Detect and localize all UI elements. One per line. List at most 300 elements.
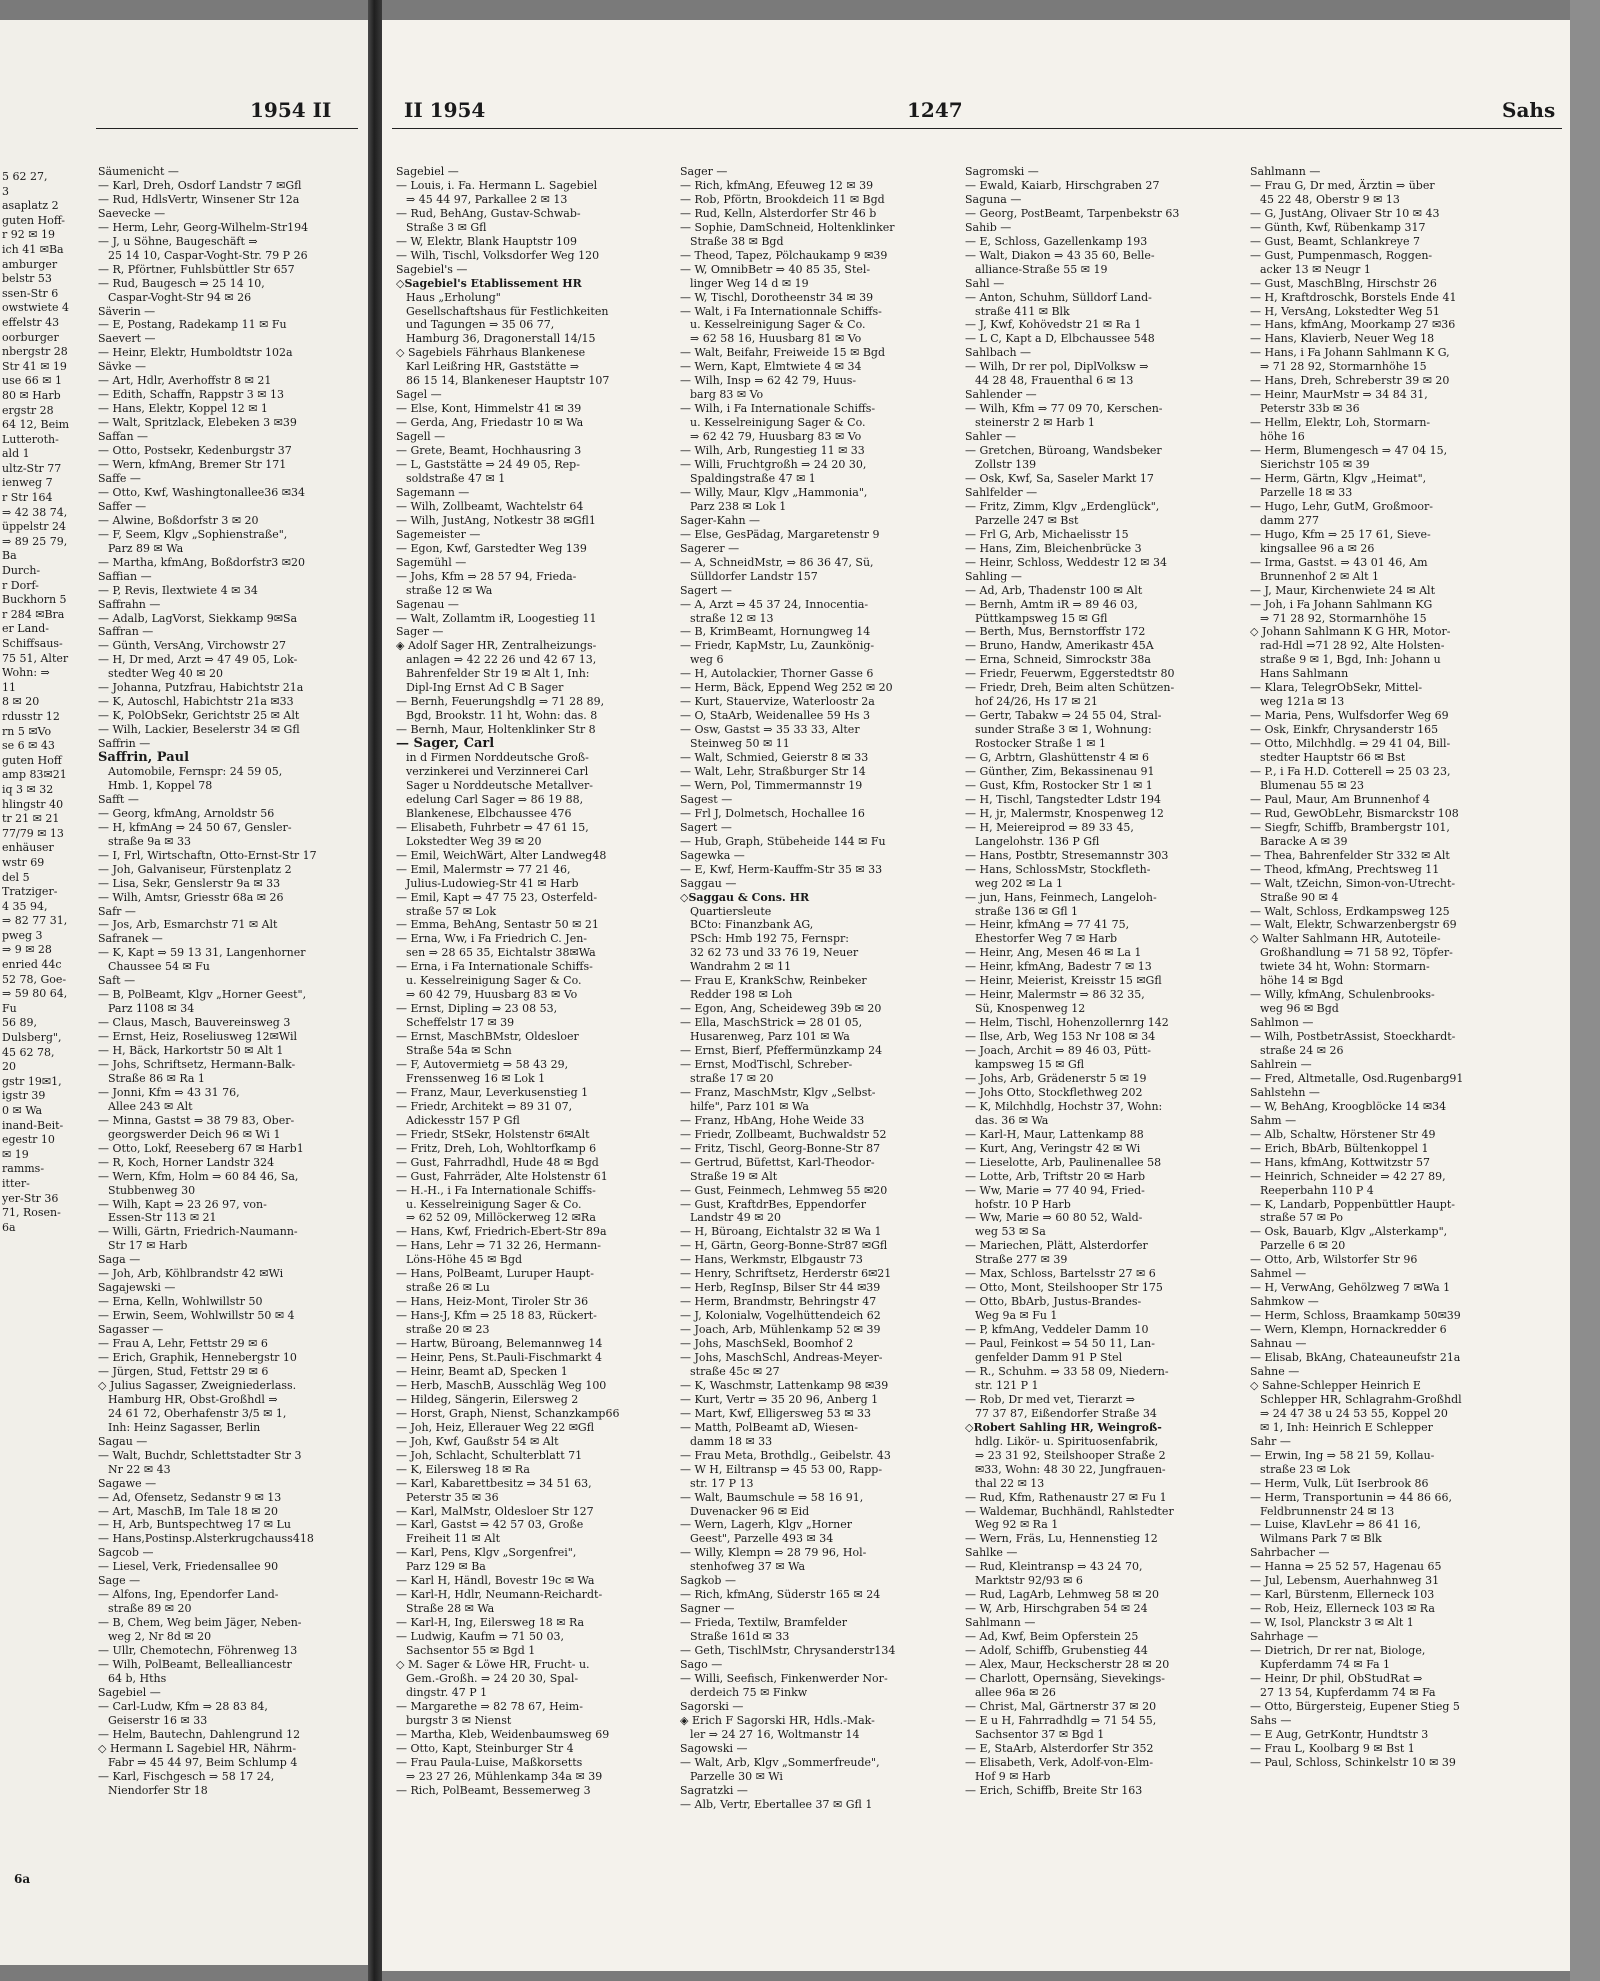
directory-line: ⇒ 71 28 92, Stormarnhöhe 15 <box>1260 360 1427 374</box>
directory-line: r Dorf- <box>2 578 39 592</box>
directory-line: — Heinr, Meierist, Kreisstr 15 ✉Gfl <box>965 974 1162 988</box>
directory-line: — Ludwig, Kaufm ⇒ 71 50 03, <box>396 1630 564 1644</box>
directory-line: — Otto, BbArb, Justus-Brandes- <box>965 1295 1142 1309</box>
directory-line: — Heinr, Malermstr ⇒ 86 32 35, <box>965 988 1145 1002</box>
directory-line: — Frau L, Koolbarg 9 ✉ Bst 1 <box>1250 1741 1415 1755</box>
directory-line: Sierichstr 105 ✉ 39 <box>1260 458 1370 472</box>
directory-line: — Hugo, Lehr, GutM, Großmoor- <box>1250 499 1433 513</box>
directory-line: — Erna, Schneid, Simrockstr 38a <box>965 653 1151 667</box>
directory-line: Str 41 ✉ 19 <box>2 359 67 373</box>
directory-line: — Walt, tZeichn, Simon-von-Utrecht- <box>1250 876 1456 890</box>
directory-line: — Ww, Marie ⇒ 77 40 94, Fried- <box>965 1183 1145 1197</box>
directory-line: Safft — <box>98 792 139 806</box>
directory-line: Sagorski — <box>680 1699 744 1713</box>
directory-line: ⇒ 60 42 79, Huusbarg 83 ✉ Vo <box>406 988 578 1002</box>
directory-line: Sahlmann — <box>965 1616 1036 1630</box>
directory-line: — Mariechen, Plätt, Alsterdorfer <box>965 1239 1148 1253</box>
directory-line: Sagel — <box>396 388 442 402</box>
directory-line: Dulsberg", <box>2 1031 62 1045</box>
directory-line: asaplatz 2 <box>2 199 59 213</box>
directory-line: Sahl — <box>965 276 1005 290</box>
directory-line: Saffrin — <box>98 737 151 751</box>
directory-line: — Walt, Diakon ⇒ 43 35 60, Belle- <box>965 248 1155 262</box>
directory-line: Sagert — <box>680 583 732 597</box>
directory-line: Langelohstr. 136 P Gfl <box>975 834 1100 848</box>
directory-line: — Karl H, Händl, Bovestr 19c ✉ Wa <box>396 1574 595 1588</box>
directory-column-3 <box>965 165 1239 1798</box>
directory-line: — Wilh, i Fa Internationale Schiffs- <box>680 402 876 416</box>
directory-line: — Elisabeth, Verk, Adolf-von-Elm- <box>965 1755 1154 1769</box>
directory-line: Sagemann — <box>396 485 470 499</box>
directory-line: ◇ Sagebiels Fährhaus Blankenese <box>396 346 586 360</box>
directory-line: 56 89, <box>2 1016 37 1030</box>
directory-line: — Gust, Fahrradhdl, Hude 48 ✉ Bgd <box>396 1155 599 1169</box>
directory-line: Safr — <box>98 904 136 918</box>
directory-line: Straße 54a ✉ Schn <box>406 1044 512 1058</box>
directory-line: — P., i Fa H.D. Cotterell ⇒ 25 03 23, <box>1250 764 1451 778</box>
directory-line: Frenssenweg 16 ✉ Lok 1 <box>406 1071 546 1085</box>
directory-line: Sahmkow — <box>1250 1295 1319 1309</box>
directory-line: — Alex, Maur, Heckscherstr 28 ✉ 20 <box>965 1657 1170 1671</box>
directory-line: — Herb, RegInsp, Bilser Str 44 ✉39 <box>680 1281 881 1295</box>
directory-line: — Alb, Vertr, Ebertallee 37 ✉ Gfl 1 <box>680 1797 873 1811</box>
directory-line: — Günther, Zim, Bekassinenau 91 <box>965 764 1155 778</box>
directory-line: — Erna, Kelln, Wohlwillstr 50 <box>98 1295 263 1309</box>
directory-line: — Henry, Schriftsetz, Herderstr 6✉21 <box>680 1267 892 1281</box>
directory-line: kingsallee 96 a ✉ 26 <box>1260 541 1375 555</box>
directory-line: Sävke — <box>98 360 146 374</box>
directory-line: Wilmans Park 7 ✉ Blk <box>1260 1532 1382 1546</box>
directory-line: use 66 ✉ 1 <box>2 374 62 388</box>
directory-line: — K, Landarb, Poppenbüttler Haupt- <box>1250 1197 1455 1211</box>
directory-line: Saggau — <box>680 876 737 890</box>
directory-line: 64 b, Hths <box>108 1671 167 1685</box>
directory-line: straße 45c ✉ 27 <box>690 1364 780 1378</box>
directory-line: — Frieda, Textilw, Bramfelder <box>680 1616 848 1630</box>
directory-line: — Karl, Pens, Klgv „Sorgenfrei", <box>396 1546 577 1560</box>
directory-line: damm 277 <box>1260 513 1319 527</box>
directory-line: — W, Elektr, Blank Hauptstr 109 <box>396 234 577 248</box>
directory-line: — Wilh, Dr rer pol, DiplVolksw ⇒ <box>965 360 1149 374</box>
directory-line: Saffrahn — <box>98 597 161 611</box>
left-page-header: 1954 II <box>250 98 332 122</box>
directory-line: — Art, MaschB, Im Tale 18 ✉ 20 <box>98 1504 278 1518</box>
directory-line: Sachsentor 55 ✉ Bgd 1 <box>406 1644 536 1658</box>
right-page <box>382 20 1570 1971</box>
directory-line: Brunnenhof 2 ✉ Alt 1 <box>1260 569 1380 583</box>
directory-line: — Maria, Pens, Wulfsdorfer Weg 69 <box>1250 709 1449 723</box>
directory-line: — jun, Hans, Feinmech, Langeloh- <box>965 890 1157 904</box>
directory-line: — Willi, Fruchtgroßh ⇒ 24 20 30, <box>680 458 867 472</box>
directory-line: — Paul, Feinkost ⇒ 54 50 11, Lan- <box>965 1337 1155 1351</box>
directory-line: Sahlrein — <box>1250 1058 1312 1071</box>
directory-line: — Edith, Schaffn, Rappstr 3 ✉ 13 <box>98 388 285 402</box>
directory-line: — Georg, kfmAng, Arnoldstr 56 <box>98 806 275 820</box>
directory-line: — Ernst, Bierf, Pfeffermünzkamp 24 <box>680 1044 883 1058</box>
directory-line: wstr 69 <box>2 855 45 869</box>
directory-line: — A, SchneidMstr, ⇒ 86 36 47, Sü, <box>680 555 874 569</box>
directory-line: — Paul, Maur, Am Brunnenhof 4 <box>1250 792 1430 806</box>
directory-line: Sahler — <box>965 430 1016 444</box>
directory-line: Caspar-Voght-Str 94 ✉ 26 <box>108 290 252 304</box>
directory-line: — B, Chem, Weg beim Jäger, Neben- <box>98 1616 302 1630</box>
directory-line: — W, OmnibBetr ⇒ 40 85 35, Stel- <box>680 262 871 276</box>
directory-line: — G, JustAng, Olivaer Str 10 ✉ 43 <box>1250 206 1440 220</box>
directory-line: Sahlstehn — <box>1250 1085 1320 1099</box>
directory-line: — Herm, Brandmstr, Behringstr 47 <box>680 1295 877 1309</box>
directory-line: ⇒ 9 ✉ 28 <box>2 943 52 957</box>
directory-line: owstwiete 4 <box>2 301 69 315</box>
directory-line: ◇ Walter Sahlmann HR, Autoteile- <box>1250 932 1441 946</box>
directory-line: — Wern, Fräs, Lu, Hennenstieg 12 <box>965 1532 1158 1546</box>
directory-line: — Willy, Maur, Klgv „Hammonia", <box>680 485 868 499</box>
directory-line: 0 ✉ Wa <box>2 1104 43 1117</box>
directory-line: Löns-Höhe 45 ✉ Bgd <box>406 1253 523 1267</box>
directory-line: — Theod, kfmAng, Prechtsweg 11 <box>1250 862 1440 876</box>
directory-line: anlagen ⇒ 42 22 26 und 42 67 13, <box>406 653 597 667</box>
directory-line: — Horst, Graph, Nienst, Schanzkamp66 <box>396 1406 620 1420</box>
directory-line: — Willi, Seefisch, Finkenwerder Nor- <box>680 1671 888 1685</box>
directory-line: — Geth, TischlMstr, Chrysanderstr134 <box>680 1644 896 1658</box>
directory-line: und Tagungen ⇒ 35 06 77, <box>406 318 555 332</box>
directory-line: — E u H, Fahrradhdlg ⇒ 71 54 55, <box>965 1713 1157 1727</box>
directory-line: Schiffsaus- <box>2 637 63 650</box>
directory-line: ⇒ 24 47 38 u 24 53 55, Koppel 20 <box>1260 1406 1448 1420</box>
directory-line: Peterstr 33b ✉ 36 <box>1260 402 1360 416</box>
directory-line: — Matth, PolBeamt aD, Wiesen- <box>680 1420 858 1434</box>
directory-line: Sage — <box>98 1574 141 1588</box>
directory-line: — Wilh, Kfm ⇒ 77 09 70, Kerschen- <box>965 402 1163 416</box>
directory-line: — Franz, HbAng, Hohe Weide 33 <box>680 1113 865 1127</box>
directory-line: Sagkob — <box>680 1574 736 1588</box>
directory-line: Inh: Heinz Sagasser, Berlin <box>108 1420 261 1434</box>
directory-line: — Fritz, Dreh, Loh, Wohltorfkamp 6 <box>396 1141 597 1155</box>
directory-line: — H, Arb, Buntspechtweg 17 ✉ Lu <box>98 1518 291 1532</box>
directory-line: — Karl, MalMstr, Oldesloer Str 127 <box>396 1504 594 1518</box>
directory-line: — Erna, i Fa Internationale Schiffs- <box>396 960 593 974</box>
directory-line: weg 96 ✉ Bgd <box>1260 1002 1339 1016</box>
directory-line: — K, Autoschl, Habichtstr 21a ✉33 <box>98 695 294 709</box>
directory-line: — P, kfmAng, Veddeler Damm 10 <box>965 1323 1149 1337</box>
directory-line: ⇒ 23 31 92, Steilshooper Straße 2 <box>975 1448 1166 1462</box>
directory-line: — Erwin, Seem, Wohlwillstr 50 ✉ 4 <box>98 1309 295 1323</box>
directory-line: — Ullr, Chemotechn, Föhrenweg 13 <box>98 1644 298 1658</box>
directory-line: — Egon, Ang, Scheideweg 39b ✉ 20 <box>680 1002 882 1016</box>
directory-line: Sagebiel's — <box>396 262 468 276</box>
directory-line: stedter Hauptstr 66 ✉ Bst <box>1260 751 1406 765</box>
directory-line: 3 <box>2 184 9 198</box>
directory-line: — Else, Kont, Himmelstr 41 ✉ 39 <box>396 402 582 416</box>
directory-line: Bahrenfelder Str 19 ✉ Alt 1, Inh: <box>406 667 590 681</box>
directory-line: Sagert — <box>680 820 732 834</box>
directory-line: effelstr 43 <box>2 315 60 329</box>
directory-line: weg 121a ✉ 13 <box>1260 695 1345 709</box>
directory-line: 11 <box>2 680 16 694</box>
directory-line: — Frau G, Dr med, Ärztin ⇒ über <box>1250 178 1435 192</box>
directory-line: — Art, Hdlr, Averhoffstr 8 ✉ 21 <box>98 374 272 388</box>
directory-line: — Osk, Kwf, Sa, Saseler Markt 17 <box>965 471 1154 485</box>
directory-line: — Frau E, KrankSchw, Reinbeker <box>680 974 867 988</box>
directory-line: Sagratzki — <box>680 1783 748 1797</box>
directory-line: — Franz, MaschMstr, Klgv „Selbst- <box>680 1085 876 1099</box>
directory-line: üppelstr 24 <box>2 520 67 534</box>
directory-line: Hof 9 ✉ Harb <box>975 1769 1051 1783</box>
directory-line: inand-Beit- <box>2 1118 64 1132</box>
directory-line: sunder Straße 3 ✉ 1, Wohnung: <box>975 723 1152 737</box>
directory-line: Gem.-Großh. ⇒ 24 20 30, Spal- <box>406 1671 579 1685</box>
directory-line: — Erich, Graphik, Hennebergstr 10 <box>98 1351 297 1365</box>
directory-line: 45 22 48, Oberstr 9 ✉ 13 <box>1260 192 1400 206</box>
directory-line: — Hub, Graph, Stübeheide 144 ✉ Fu <box>680 834 886 848</box>
directory-line: Hamburg HR, Obst-Großhdl ⇒ <box>108 1392 278 1406</box>
directory-line: — Joh, Schlacht, Schulterblatt 71 <box>396 1448 583 1462</box>
directory-line: — Elisab, BkAng, Chateauneufstr 21a <box>1250 1351 1461 1365</box>
directory-line: — Walt, Elektr, Schwarzenbergstr 69 <box>1250 918 1457 932</box>
directory-line: — Otto, Kwf, Washingtonallee36 ✉34 <box>98 485 306 499</box>
directory-line: — J, u Söhne, Baugeschäft ⇒ <box>98 234 258 248</box>
directory-line: Sü, Knospenweg 12 <box>975 1002 1086 1016</box>
directory-line: Sagromski — <box>965 165 1039 178</box>
directory-line: rad-Hdl ⇒71 28 92, Alte Holsten- <box>1260 639 1445 653</box>
directory-line: straße 12 ✉ Wa <box>406 583 493 597</box>
directory-line: straße 23 ✉ Lok <box>1260 1462 1351 1476</box>
directory-line: — Klara, TelegrObSekr, Mittel- <box>1250 681 1423 695</box>
directory-line: — Joh, Arb, Köhlbrandstr 42 ✉Wi <box>98 1267 284 1281</box>
directory-line: Blankenese, Elbchaussee 476 <box>406 806 572 820</box>
directory-line: — Hans, Postbtr, Stresemannstr 303 <box>965 848 1169 862</box>
directory-line: — Hugo, Kfm ⇒ 25 17 61, Sieve- <box>1250 527 1431 541</box>
directory-line: straße 26 ✉ Lu <box>406 1281 490 1295</box>
directory-line: — Hildeg, Sängerin, Eilersweg 2 <box>396 1392 579 1406</box>
directory-line: — H, jr, Malermstr, Knospenweg 12 <box>965 806 1164 820</box>
directory-line: — Hanna ⇒ 25 52 57, Hagenau 65 <box>1250 1560 1442 1574</box>
directory-line: Saevecke — <box>98 206 166 220</box>
directory-line: Sahrhage — <box>1250 1630 1319 1644</box>
directory-line: Saffran — <box>98 625 154 639</box>
directory-line: Chaussee 54 ✉ Fu <box>108 960 210 974</box>
directory-line: — Wern, kfmAng, Bremer Str 171 <box>98 458 287 472</box>
directory-line: Sagawe — <box>98 1476 157 1490</box>
directory-line: — Max, Schloss, Bartelsstr 27 ✉ 6 <box>965 1267 1156 1281</box>
directory-line: — Karl, Dreh, Osdorf Landstr 7 ✉Gfl <box>98 178 302 192</box>
directory-line: er Land- <box>2 622 49 636</box>
directory-line: — Sager, Carl <box>396 737 495 752</box>
directory-line: ⇒ 62 42 79, Huusbarg 83 ✉ Vo <box>690 430 862 444</box>
directory-line: — Heinr, MaurMstr ⇒ 34 84 31, <box>1250 388 1428 402</box>
directory-line: Automobile, Fernspr: 24 59 05, <box>108 764 283 778</box>
directory-line: Bgd, Brookstr. 11 ht, Wohn: das. 8 <box>406 709 598 723</box>
directory-line: — Fred, Altmetalle, Osd.Rugenbarg91 <box>1250 1071 1464 1085</box>
directory-line: edelung Carl Sager ⇒ 86 19 88, <box>406 792 584 806</box>
directory-line: — B, KrimBeamt, Hornungweg 14 <box>680 625 871 639</box>
directory-line: Adickesstr 157 P Gfl <box>406 1113 520 1127</box>
directory-line: 32 62 73 und 33 76 19, Neuer <box>690 946 859 960</box>
directory-line: hof 24/26, Hs 17 ✉ 21 <box>975 695 1098 709</box>
directory-line: Straße 38 ✉ Bgd <box>690 234 784 248</box>
directory-line: — Johs, MaschSekl, Boomhof 2 <box>680 1337 854 1351</box>
directory-line: — Grete, Beamt, Hochhausring 3 <box>396 444 582 458</box>
directory-line: 24 61 72, Oberhafenstr 3/5 ✉ 1, <box>108 1406 287 1420</box>
directory-line: hdlg. Likör- u. Spirituosenfabrik, <box>975 1434 1159 1448</box>
directory-line: 45 62 78, <box>2 1045 55 1059</box>
directory-line: Sahlbach — <box>965 346 1032 360</box>
directory-line: — K, Kapt ⇒ 59 13 31, Langenhorner <box>98 946 306 960</box>
directory-line: — Hans,Postinsp.Alsterkrugchauss418 <box>98 1532 314 1546</box>
directory-line: — Rob, Pförtn, Brookdeich 11 ✉ Bgd <box>680 192 885 206</box>
directory-line: Scheffelstr 17 ✉ 39 <box>406 1016 515 1030</box>
directory-line: Hmb. 1, Koppel 78 <box>108 778 213 792</box>
directory-line: itter- <box>2 1176 30 1190</box>
directory-line: — Friedr, Architekt ⇒ 89 31 07, <box>396 1099 573 1113</box>
directory-line: — Herb, MaschB, Ausschläg Weg 100 <box>396 1378 607 1392</box>
directory-line: Straße 277 ✉ 39 <box>975 1253 1068 1267</box>
directory-line: Gesellschaftshaus für Festlichkeiten <box>406 304 609 318</box>
directory-line: — K, PolObSekr, Gerichtstr 25 ✉ Alt <box>98 709 300 723</box>
directory-line: — E Aug, GetrKontr, Hundtstr 3 <box>1250 1727 1429 1741</box>
directory-line: 44 28 48, Frauenthal 6 ✉ 13 <box>975 374 1134 388</box>
directory-line: ⇒ 62 58 16, Huusbarg 81 ✉ Vo <box>690 332 862 346</box>
directory-line: ◇ Julius Sagasser, Zweigniederlass. <box>98 1378 297 1392</box>
directory-line: straße 136 ✉ Gfl 1 <box>975 904 1079 918</box>
directory-line: — Ernst, Heiz, Roseliusweg 12✉Wil <box>98 1030 297 1044</box>
directory-line: — W, Tischl, Dorotheenstr 34 ✉ 39 <box>680 290 874 304</box>
directory-line: — Wilh, PostbetrAssist, Stoeckhardt- <box>1250 1030 1456 1044</box>
directory-line: Hans Sahlmann <box>1260 667 1349 681</box>
directory-line: — Rich, kfmAng, Efeuweg 12 ✉ 39 <box>680 178 874 192</box>
directory-line: — Hans, Klavierb, Neuer Weg 18 <box>1250 332 1435 346</box>
directory-line: alliance-Straße 55 ✉ 19 <box>975 262 1108 276</box>
directory-line: — Friedr, KapMstr, Lu, Zaunkönig- <box>680 639 875 653</box>
directory-line: Niendorfer Str 18 <box>108 1783 208 1797</box>
directory-line: — Alfons, Ing, Ependorfer Land- <box>98 1588 279 1602</box>
directory-line: barg 83 ✉ Vo <box>690 388 764 402</box>
directory-line: — Joach, Archit ⇒ 89 46 03, Pütt- <box>965 1044 1151 1058</box>
directory-line: Sagebiel — <box>396 165 459 178</box>
directory-line: — Wern, Lagerh, Klgv „Horner <box>680 1518 853 1532</box>
directory-line: 77/79 ✉ 13 <box>2 826 64 840</box>
directory-line: — Gust, MaschBlng, Hirschstr 26 <box>1250 276 1437 290</box>
directory-line: Saffan — <box>98 430 149 444</box>
directory-line: verzinkerei und Verzinnerei Carl <box>406 764 589 778</box>
directory-line: Baracke A ✉ 39 <box>1260 834 1348 848</box>
directory-line: Lokstedter Weg 39 ✉ 20 <box>406 834 542 848</box>
directory-line: Rostocker Straße 1 ✉ 1 <box>975 737 1107 751</box>
directory-line: — Irma, Gastst. ⇒ 43 01 46, Am <box>1250 555 1428 569</box>
directory-line: 25 14 10, Caspar-Voght-Str. 79 P 26 <box>108 248 308 262</box>
directory-line: Saevert — <box>98 332 156 346</box>
directory-line: Sagasser — <box>98 1323 164 1337</box>
directory-line: — Luise, KlavLehr ⇒ 86 41 16, <box>1250 1518 1421 1532</box>
directory-line: Saguna — <box>965 192 1022 206</box>
directory-line: Sagemühl — <box>396 555 467 569</box>
directory-line: — Jul, Lebensm, Auerhahnweg 31 <box>1250 1574 1440 1588</box>
directory-line: straße 24 ✉ 26 <box>1260 1044 1344 1058</box>
directory-line: Fabr ⇒ 45 44 97, Beim Schlump 4 <box>108 1755 298 1769</box>
directory-line: str. 121 P 1 <box>975 1378 1039 1392</box>
directory-line: — Hans, PolBeamt, Luruper Haupt- <box>396 1267 594 1281</box>
directory-line: — Emil, Kapt ⇒ 47 75 23, Osterfeld- <box>396 890 598 904</box>
directory-line: ✉33, Wohn: 48 30 22, Jungfrauen- <box>975 1462 1166 1476</box>
directory-line: u. Kesselreinigung Sager & Co. <box>690 318 866 332</box>
directory-line: Sagell — <box>396 430 446 444</box>
directory-line: Straße 3 ✉ Gfl <box>406 220 487 234</box>
directory-line: ⇒ 71 28 92, Stormarnhöhe 15 <box>1260 611 1427 625</box>
directory-line: Sahlke — <box>965 1546 1018 1560</box>
directory-line: — Lisa, Sekr, Genslerstr 9a ✉ 33 <box>98 876 281 890</box>
directory-line: — Jos, Arb, Esmarchstr 71 ✉ Alt <box>98 918 278 932</box>
directory-line: — Herm, Gärtn, Klgv „Heimat", <box>1250 471 1427 485</box>
directory-line: Sagewka — <box>680 848 745 862</box>
directory-line: Püttkampsweg 15 ✉ Gfl <box>975 611 1108 625</box>
directory-line: — Bernh, Amtm iR ⇒ 89 46 03, <box>965 597 1138 611</box>
directory-line: — Berth, Mus, Bernstorffstr 172 <box>965 625 1146 639</box>
directory-line: Sagebiel — <box>98 1685 161 1699</box>
directory-line: u. Kesselreinigung Sager & Co. <box>690 416 866 430</box>
directory-line: Säumenicht — <box>98 165 179 178</box>
directory-line: — Hellm, Elektr, Loh, Stormarn- <box>1250 416 1431 430</box>
directory-line: — Rud, Kfm, Rathenaustr 27 ✉ Fu 1 <box>965 1490 1167 1504</box>
directory-line: — Rud, Kleintransp ⇒ 43 24 70, <box>965 1560 1143 1574</box>
directory-line: thal 22 ✉ 13 <box>975 1476 1045 1490</box>
directory-line: Marktstr 92/93 ✉ 6 <box>975 1574 1083 1588</box>
directory-line: — Hans, kfmAng, Moorkamp 27 ✉36 <box>1250 318 1456 332</box>
directory-line: Sahnau — <box>1250 1337 1307 1351</box>
directory-line: höhe 16 <box>1260 430 1305 444</box>
directory-line: 8 ✉ 20 <box>2 695 40 709</box>
directory-line: — Herm, Blumengesch ⇒ 47 04 15, <box>1250 444 1448 458</box>
directory-line: — W H, Eiltransp ⇒ 45 53 00, Rapp- <box>680 1462 883 1476</box>
directory-line: se 6 ✉ 43 <box>2 739 55 753</box>
directory-line: georgswerder Deich 96 ✉ Wi 1 <box>108 1127 281 1141</box>
directory-line: — Gust, Feinmech, Lehmweg 55 ✉20 <box>680 1183 888 1197</box>
directory-line: Buckhorn 5 <box>2 593 67 607</box>
directory-line: — Wern, Klempn, Hornackredder 6 <box>1250 1323 1447 1337</box>
directory-line: — Emma, BehAng, Sentastr 50 ✉ 21 <box>396 918 599 932</box>
directory-line: Sago — <box>680 1657 723 1671</box>
directory-line: — J, Kwf, Kohövedstr 21 ✉ Ra 1 <box>965 318 1142 332</box>
directory-line: — Rud, HdlsVertr, Winsener Str 12a <box>98 192 300 206</box>
directory-line: — P, Revis, Ilextwiete 4 ✉ 34 <box>98 583 258 597</box>
directory-line: Straße 161d ✉ 33 <box>690 1630 790 1644</box>
directory-line: — Else, GesPädag, Margaretenstr 9 <box>680 527 880 541</box>
directory-line: enried 44c <box>2 958 62 972</box>
directory-line: Sagau — <box>98 1434 148 1448</box>
directory-line: Parz 89 ✉ Wa <box>108 541 184 555</box>
directory-line: straße 9 ✉ 1, Bgd, Inh: Johann u <box>1260 653 1441 667</box>
directory-line: rn 5 ✉Vo <box>2 724 52 738</box>
directory-line: hlingstr 40 <box>2 797 64 811</box>
directory-line: — Otto, Lokf, Reeseberg 67 ✉ Harb1 <box>98 1141 304 1155</box>
directory-line: — A, Arzt ⇒ 45 37 24, Innocentia- <box>680 597 869 611</box>
directory-line: — B, PolBeamt, Klgv „Horner Geest", <box>98 988 307 1002</box>
directory-line: Lutteroth- <box>2 432 59 446</box>
directory-line: — Otto, Milchhdlg. ⇒ 29 41 04, Bill- <box>1250 737 1451 751</box>
directory-line: das. 36 ✉ Wa <box>975 1113 1049 1127</box>
directory-line: 64 12, Beim <box>2 418 70 432</box>
directory-line: amp 83✉21 <box>2 768 67 782</box>
directory-line: ⇒ 59 80 64, <box>2 987 68 1001</box>
directory-line: — Alb, Schaltw, Hörstener Str 49 <box>1250 1127 1436 1141</box>
directory-line: — Emil, WeichWärt, Alter Landweg48 <box>396 848 607 862</box>
directory-line: twiete 34 ht, Wohn: Stormarn- <box>1260 960 1430 974</box>
directory-line: — Frl G, Arb, Michaelisstr 15 <box>965 527 1129 541</box>
directory-line: Sahmel — <box>1250 1267 1307 1281</box>
directory-line: — Walt, Schloss, Erdkampsweg 125 <box>1250 904 1450 918</box>
directory-line: Wohn: ⇒ <box>2 666 50 680</box>
directory-line: 86 15 14, Blankeneser Hauptstr 107 <box>406 374 610 388</box>
directory-line: u. Kesselreinigung Sager & Co. <box>406 974 582 988</box>
directory-line: Duvenacker 96 ✉ Eid <box>690 1504 810 1518</box>
